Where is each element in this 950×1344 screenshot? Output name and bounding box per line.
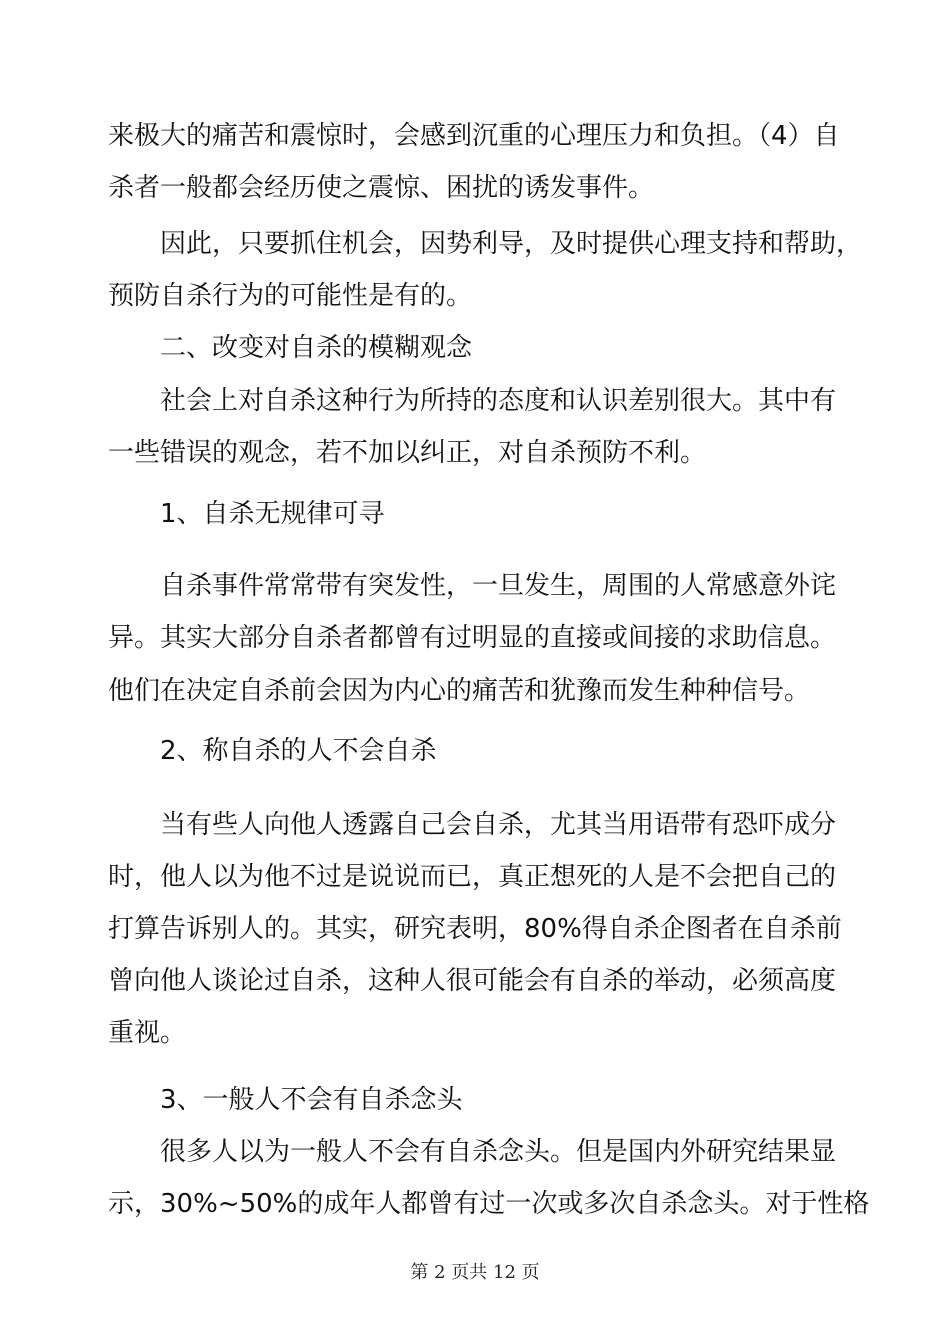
section-heading: 二、改变对自杀的模糊观念	[160, 333, 473, 363]
subsection-heading: 1、自杀无规律可寻	[160, 499, 385, 529]
text-line: 预防自杀行为的可能性是有的。	[108, 281, 473, 311]
text-line: 示，30%~50%的成年人都曾有过一次或多次自杀念头。对于性格	[108, 1189, 870, 1219]
text-line: 曾向他人谈论过自杀，这种人很可能会有自杀的举动，必须高度	[108, 966, 837, 996]
paragraph-line: 当有些人向他人透露自己会自杀，尤其当用语带有恐吓成分	[160, 810, 837, 840]
text-line: 一些错误的观念，若不加以纠正，对自杀预防不利。	[108, 438, 707, 468]
text-line: 打算告诉别人的。其实，研究表明，80%得自杀企图者在自杀前	[108, 914, 842, 944]
text-line: 重视。	[108, 1018, 187, 1048]
subsection-heading: 3、一般人不会有自杀念头	[160, 1085, 463, 1115]
text-line: 时，他人以为他不过是说说而已，真正想死的人是不会把自己的	[108, 862, 837, 892]
paragraph-line: 因此，只要抓住机会，因势利导，及时提供心理支持和帮助，	[160, 229, 863, 259]
text-line: 杀者一般都会经历使之震惊、困扰的诱发事件。	[108, 173, 655, 203]
text-line: 他们在决定自杀前会因为内心的痛苦和犹豫而发生种种信号。	[108, 676, 811, 706]
paragraph-line: 很多人以为一般人不会有自杀念头。但是国内外研究结果显	[160, 1137, 837, 1167]
text-line: 异。其实大部分自杀者都曾有过明显的直接或间接的求助信息。	[108, 623, 837, 653]
page-number-footer: 第 2 页共 12 页	[410, 1262, 540, 1283]
text-line: 来极大的痛苦和震惊时，会感到沉重的心理压力和负担。（4）自	[108, 121, 840, 151]
subsection-heading: 2、称自杀的人不会自杀	[160, 736, 437, 766]
paragraph-line: 自杀事件常常带有突发性，一旦发生，周围的人常感意外诧	[160, 571, 837, 601]
paragraph-line: 社会上对自杀这种行为所持的态度和认识差别很大。其中有	[160, 386, 837, 416]
